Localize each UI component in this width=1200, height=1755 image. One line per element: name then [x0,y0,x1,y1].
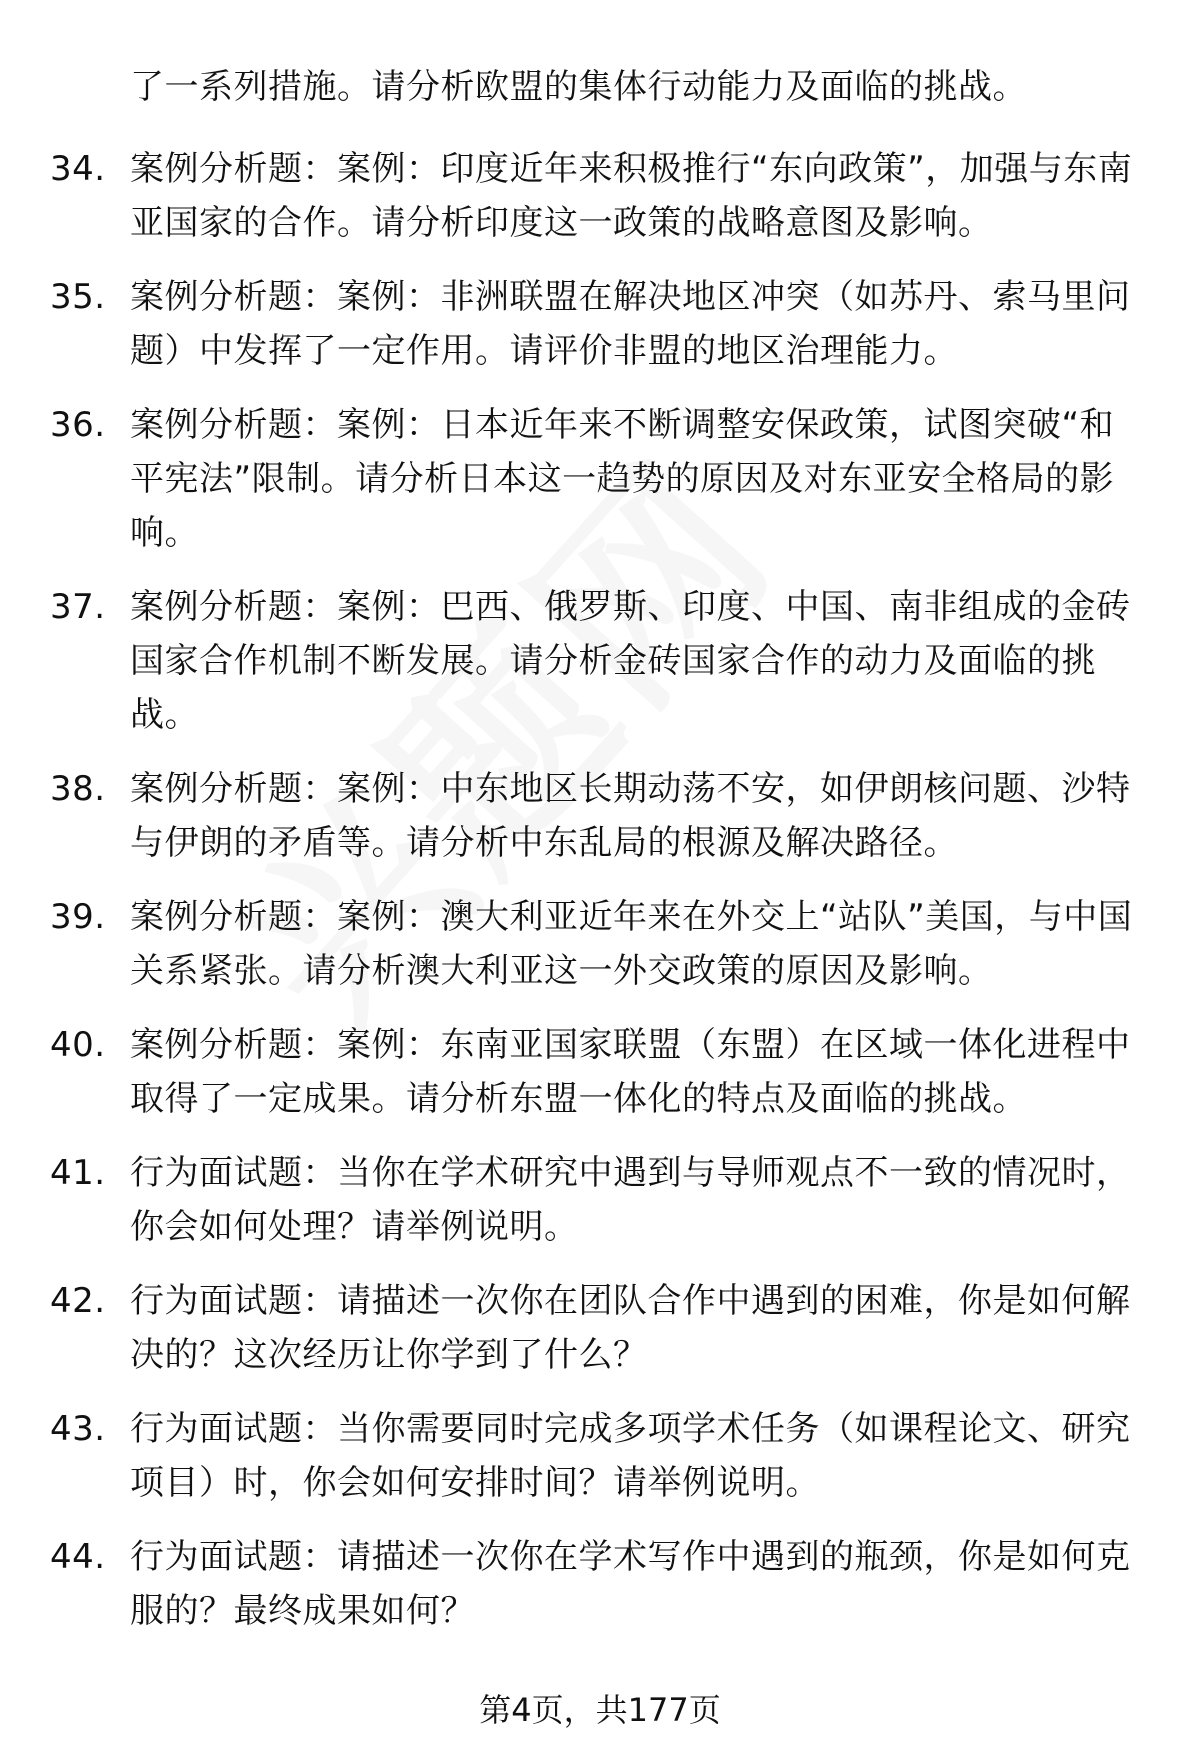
question-number: 34. [50,149,106,189]
question-item [0,1274,1200,1382]
question-text: 案例分析题：案例：巴西、俄罗斯、印度、中国、南非组成的金砖国家合作机制不断发展。请分析金砖国家合作的动力及面临的挑战。 [130,587,1131,735]
question-text: 案例分析题：案例：澳大利亚近年来在外交上“站队”美国，与中国关系紧张。请分析澳大利亚这一外交政策的原因及影响。 [130,897,1133,991]
question-number: 37. [50,587,106,627]
question-number: 36. [50,405,106,445]
question-number: 42. [50,1281,106,1321]
question-text: 案例分析题：案例：非洲联盟在解决地区冲突（如苏丹、索马里问题）中发挥了一定作用。请评价非盟的地区治理能力。 [130,277,1131,371]
question-text: 行为面试题：请描述一次你在团队合作中遇到的困难，你是如何解决的？这次经历让你学到了什么？ [130,1281,1131,1375]
question-item [0,270,1200,378]
question-text: 案例分析题：案例：东南亚国家联盟（东盟）在区域一体化进程中取得了一定成果。请分析东盟一体化的特点及面临的挑战。 [130,1025,1131,1119]
question-number: 38. [50,769,106,809]
question-number: 41. [50,1153,106,1193]
question-item [0,398,1200,560]
question-list [0,142,1200,1658]
question-number: 43. [50,1409,106,1449]
question-text: 行为面试题：请描述一次你在学术写作中遇到的瓶颈，你是如何克服的？最终成果如何？ [130,1537,1131,1631]
question-text: 行为面试题：当你在学术研究中遇到与导师观点不一致的情况时，你会如何处理？请举例说明。 [130,1153,1131,1247]
question-number: 35. [50,277,106,317]
question-item [0,580,1200,742]
continued-question-text: 了一系列措施。请分析欧盟的集体行动能力及面临的挑战。 [130,67,1027,107]
question-item [0,1146,1200,1254]
question-item [0,1018,1200,1126]
question-item [0,1530,1200,1638]
question-text: 案例分析题：案例：日本近年来不断调整安保政策，试图突破“和平宪法”限制。请分析日本这一趋势的原因及对东亚安全格局的影响。 [130,405,1115,553]
question-text: 案例分析题：案例：中东地区长期动荡不安，如伊朗核问题、沙特与伊朗的矛盾等。请分析中东乱局的根源及解决路径。 [130,769,1131,863]
question-number: 39. [50,897,106,937]
question-text: 行为面试题：当你需要同时完成多项学术任务（如课程论文、研究项目）时，你会如何安排时间？请举例说明。 [130,1409,1131,1503]
question-item [0,890,1200,998]
question-text: 案例分析题：案例：印度近年来积极推行“东向政策”，加强与东南亚国家的合作。请分析印度这一政策的战略意图及影响。 [130,149,1133,243]
question-number: 44. [50,1537,106,1577]
question-item [0,762,1200,870]
question-item [0,142,1200,250]
question-number: 40. [50,1025,106,1065]
question-item [0,1402,1200,1510]
page-footer: 第4页，共177页 [479,1691,721,1729]
